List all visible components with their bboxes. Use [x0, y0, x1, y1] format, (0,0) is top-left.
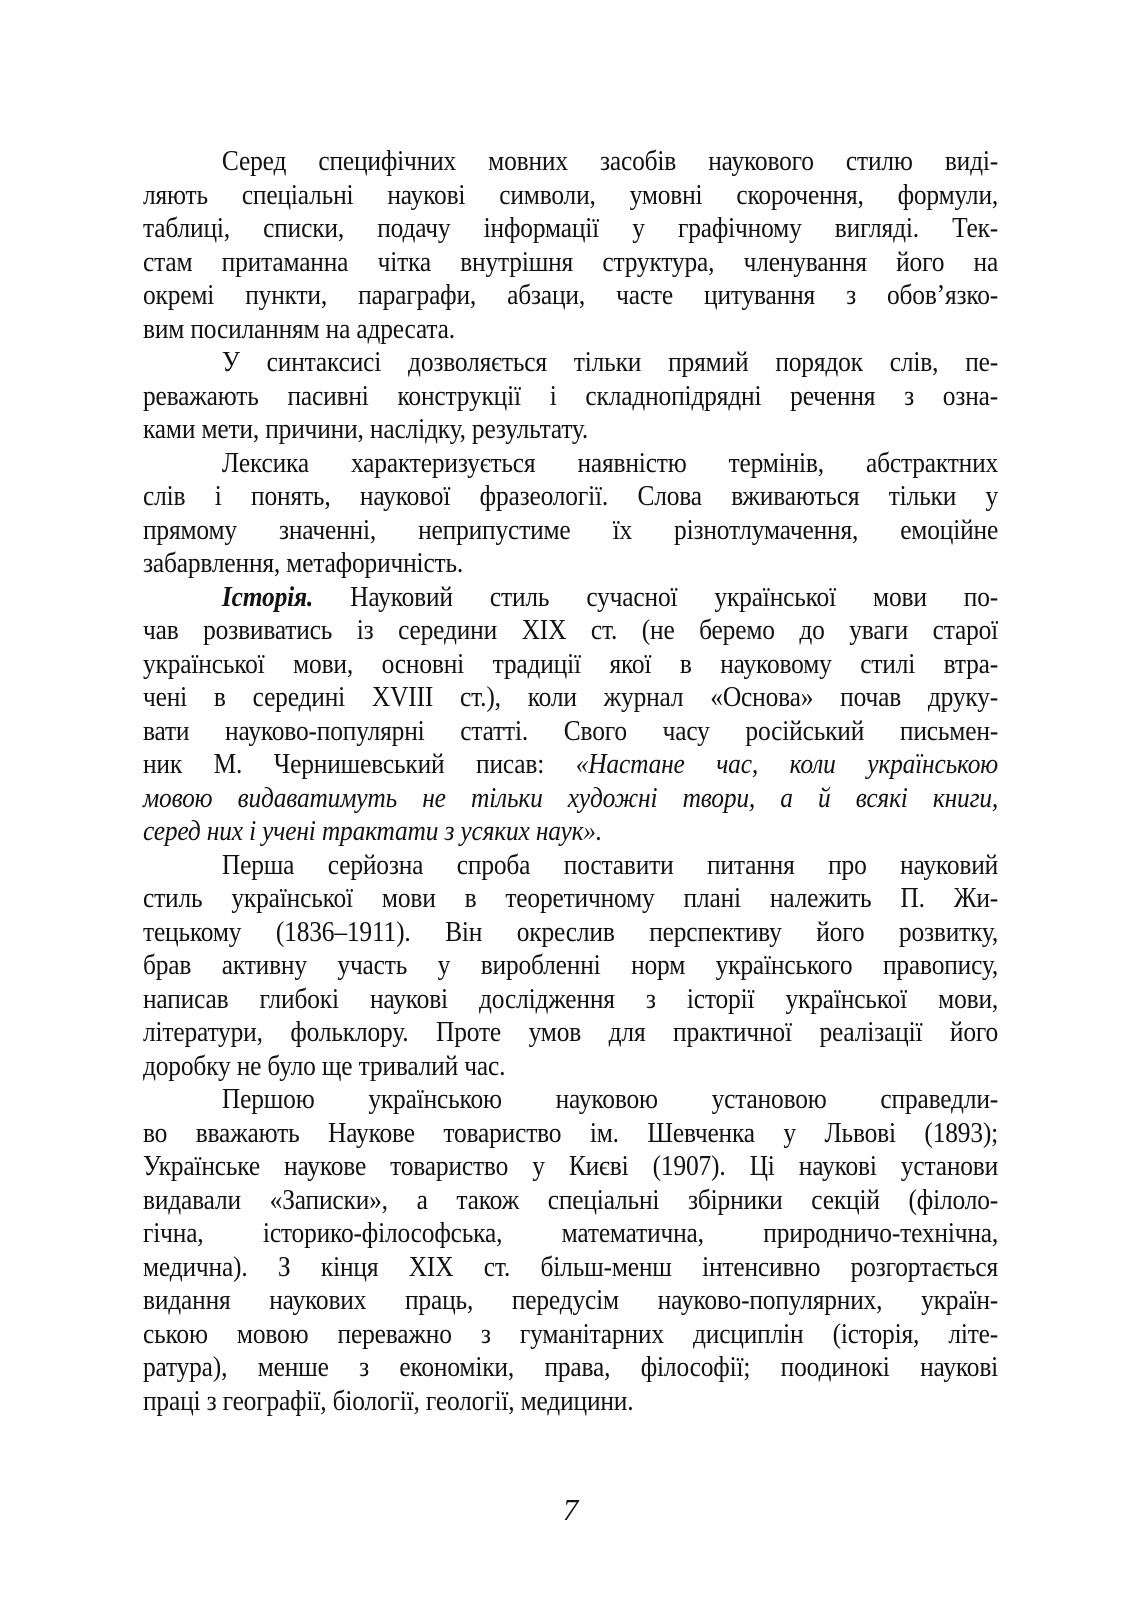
text-line — [143, 547, 998, 581]
text-run: стам притаманна чітка внутрішня структура, членування його на — [143, 245, 999, 278]
text-run: ляють спеціальні наукові символи, умовні скорочення, формули, — [143, 178, 999, 211]
text-run: тецькому (1836–1911). Він окреслив перспективу його розвитку, — [143, 915, 999, 948]
text-run: вати науково-популярні статті. Свого часу російський письмен- — [143, 714, 999, 747]
text-run: мовою видаватимуть не тільки художні твори, а й всякі книги, — [143, 781, 999, 814]
text-line — [143, 748, 998, 782]
text-line — [143, 1385, 998, 1419]
text-line — [143, 480, 998, 514]
text-block — [143, 145, 998, 1418]
text-line — [143, 815, 998, 849]
page-number: 7 — [562, 1492, 579, 1527]
text-run: во вважають Наукове товариство ім. Шевченка у Львові (1893); — [143, 1116, 999, 1149]
text-run: медична). З кінця XIX ст. більш-менш інтенсивно розгортається — [143, 1250, 999, 1283]
text-line — [143, 447, 998, 481]
paragraph — [143, 581, 998, 849]
text-line — [143, 514, 998, 548]
paragraph — [143, 1083, 998, 1418]
text-run: Українське наукове товариство у Києві (1907). Ці наукові установи — [143, 1150, 999, 1182]
text-run: серед них і учені трактати з усяких наук». — [143, 815, 603, 847]
text-line — [143, 346, 998, 380]
text-run: Науковий стиль сучасної української мови по- — [313, 580, 999, 613]
text-line — [143, 882, 998, 916]
text-run: слів і понять, наукової фразеології. Слова вживаються тільки у — [143, 480, 999, 512]
text-run: реважають пасивні конструкції і складнопідрядні речення з озна- — [143, 379, 999, 412]
text-line — [143, 681, 998, 715]
paragraph — [143, 145, 998, 346]
text-run: видання наукових праць, передусім науково-популярних, україн- — [143, 1284, 999, 1316]
text-run: написав глибокі наукові дослідження з історії української мови, — [143, 982, 999, 1015]
text-run: чав розвиватись із середини XIX ст. (не беремо до уваги старої — [143, 614, 999, 646]
text-line — [143, 1150, 998, 1184]
text-run: літератури, фольклору. Проте умов для практичної реалізації його — [143, 1016, 999, 1048]
paragraph — [143, 346, 998, 447]
text-line — [143, 715, 998, 749]
text-line — [143, 212, 998, 246]
text-run: Перша серйозна спроба поставити питання про науковий — [221, 848, 999, 881]
text-run: «Настане час, коли українською — [575, 748, 999, 780]
text-run: ник М. Чернишевський писав: — [143, 748, 576, 780]
text-line — [143, 1318, 998, 1352]
text-line — [143, 1184, 998, 1218]
text-run: гічна, історико-філософська, математична, природничо-технічна, — [143, 1217, 999, 1249]
text-run: доробку не було ще тривалий час. — [143, 1049, 506, 1082]
paragraph — [143, 447, 998, 581]
text-line — [143, 1251, 998, 1285]
text-line — [143, 916, 998, 950]
text-line — [143, 1016, 998, 1050]
text-run: забарвлення, метафоричність. — [143, 547, 464, 579]
text-run: чені в середині XVIII ст.), коли журнал «Основа» почав друку- — [143, 681, 999, 713]
text-line — [143, 983, 998, 1017]
text-run: вим посиланням на адресата. — [143, 312, 455, 345]
text-line — [143, 581, 998, 615]
text-line — [143, 179, 998, 213]
text-line — [143, 1083, 998, 1117]
text-run: видавали «Записки», а також спеціальні збірники секцій (філоло- — [143, 1183, 999, 1216]
text-run: праці з географії, біології, геології, медицини. — [143, 1384, 634, 1417]
text-line — [143, 849, 998, 883]
text-line — [143, 1351, 998, 1385]
text-line — [143, 380, 998, 414]
text-line — [143, 1050, 998, 1084]
text-run: Історія. — [221, 580, 314, 613]
text-line — [143, 614, 998, 648]
text-run: стиль української мови в теоретичному плані належить П. Жи- — [143, 882, 999, 914]
text-line — [143, 279, 998, 313]
text-line — [143, 145, 998, 179]
text-run: Лексика характеризується наявністю термінів, абстрактних — [221, 446, 999, 479]
text-line — [143, 1217, 998, 1251]
text-line — [143, 648, 998, 682]
text-line — [143, 1117, 998, 1151]
text-run: ською мовою переважно з гуманітарних дисциплін (історія, літе- — [143, 1317, 999, 1350]
text-run: української мови, основні традиції якої в науковому стилі втра- — [143, 647, 999, 680]
text-line — [143, 782, 998, 816]
text-run: прямому значенні, неприпустиме їх різнотлумачення, емоційне — [143, 513, 999, 546]
paragraph — [143, 849, 998, 1084]
text-line — [143, 246, 998, 280]
text-run: ками мети, причини, наслідку, результату. — [143, 413, 589, 445]
text-line — [143, 313, 998, 347]
text-line — [143, 413, 998, 447]
text-run: таблиці, списки, подачу інформації у графічному вигляді. Тек- — [143, 212, 999, 244]
text-run: Серед специфічних мовних засобів наукового стилю виді- — [221, 145, 999, 177]
text-line — [143, 949, 998, 983]
text-line — [143, 1284, 998, 1318]
text-run: ратура), менше з економіки, права, філософії; поодинокі наукові — [143, 1351, 999, 1383]
text-run: окремі пункти, параграфи, абзаци, часте цитування з обов’язко- — [143, 279, 999, 311]
text-run: У синтаксисі дозволяється тільки прямий порядок слів, пе- — [221, 346, 999, 378]
text-run: брав активну участь у виробленні норм українського правопису, — [143, 949, 999, 981]
text-run: Першою українською науковою установою справедли- — [221, 1083, 999, 1115]
